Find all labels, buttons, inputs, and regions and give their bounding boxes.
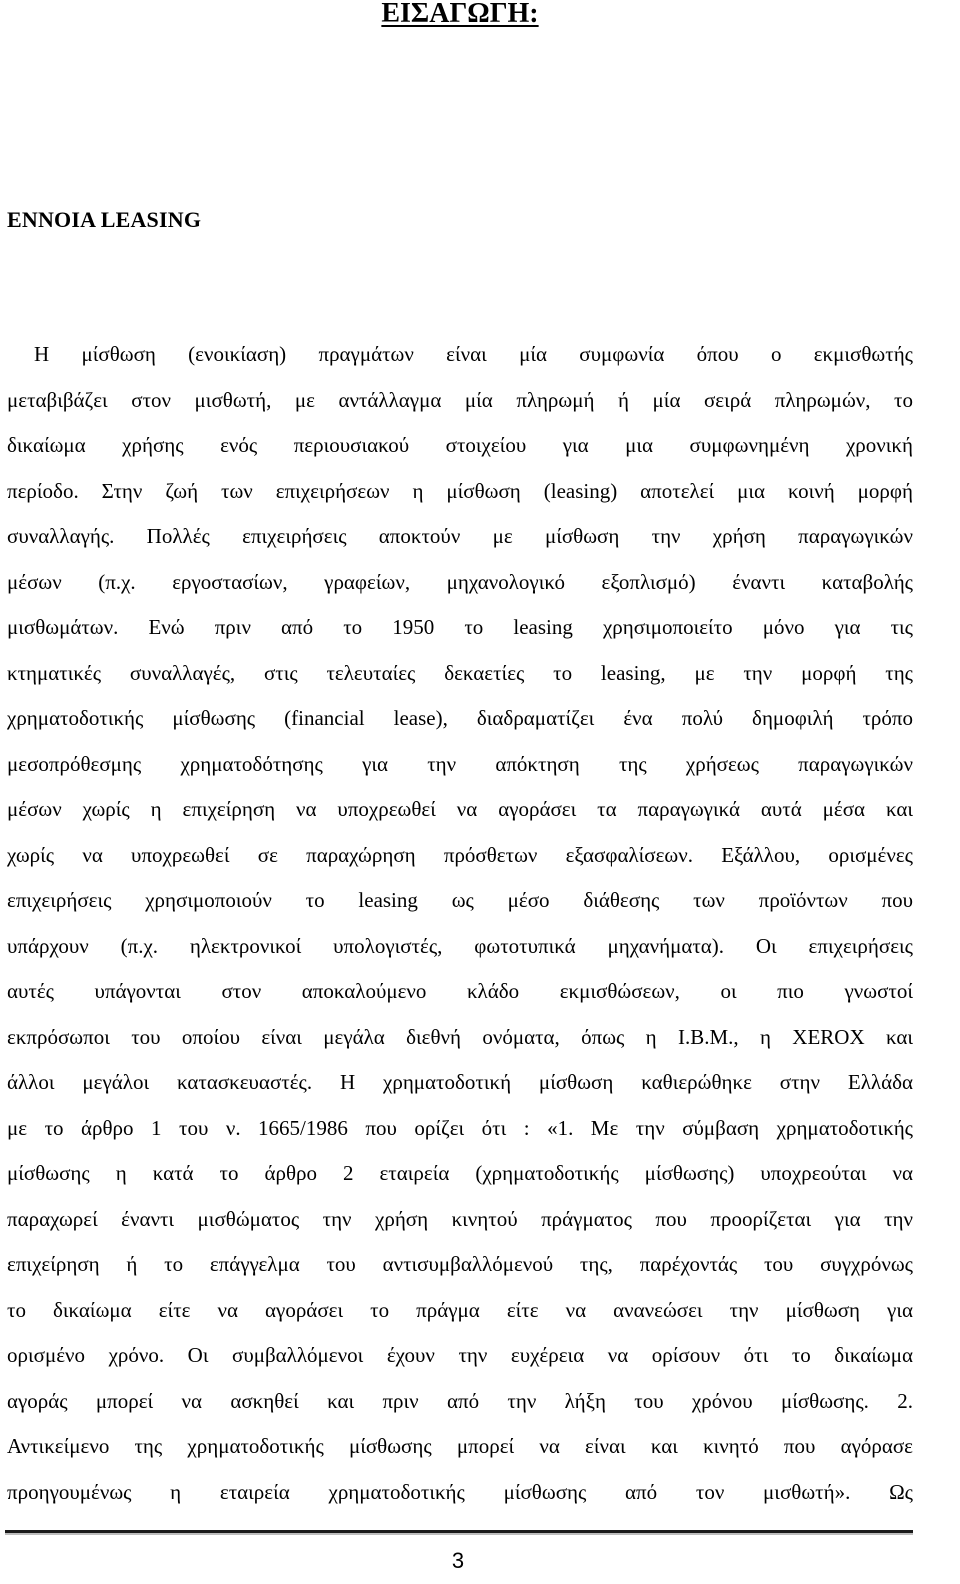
paragraph-line: χωρίς να υποχρεωθεί σε παραχώρηση πρόσθετων εξασφαλίσεων. Εξάλλου, ορισμένες	[7, 842, 913, 867]
paragraph-line: μισθωμάτων. Ενώ πριν από το 1950 το leasing χρησιμοποιείτο μόνο για τις	[7, 615, 913, 639]
paragraph-line: αγοράς μπορεί να ασκηθεί και πριν από την λήξη του χρόνου μίσθωσης. 2.	[7, 1388, 913, 1413]
paragraph-line: μεταβιβάζει στον μισθωτή, με αντάλλαγμα μία πληρωμή ή μία σειρά πληρωμών, το	[7, 387, 913, 412]
paragraph-line: ορισμένο χρόνο. Οι συμβαλλόμενοι έχουν την ευχέρεια να ορίσουν ότι το δικαίωμα	[7, 1343, 913, 1367]
page-number: 3	[451, 1548, 465, 1573]
footer-divider	[5, 1530, 913, 1533]
paragraph-line: συναλλαγής. Πολλές επιχειρήσεις αποκτούν με μίσθωση την χρήση παραγωγικών	[7, 524, 913, 548]
paragraph-line: Η μίσθωση (ενοικίαση) πραγμάτων είναι μία συμφωνία όπου ο εκμισθωτής	[34, 342, 913, 366]
paragraph-line: μεσοπρόθεσμης χρηματοδότησης για την απόκτηση της χρήσεως παραγωγικών	[7, 751, 913, 776]
paragraph-line: μίσθωσης η κατά το άρθρο 2 εταιρεία (χρηματοδοτικής μίσθωσης) υποχρεούται να	[7, 1161, 913, 1185]
paragraph-line: χρηματοδοτικής μίσθωσης (financial lease), διαδραματίζει ένα πολύ δημοφιλή τρόπο	[7, 706, 913, 730]
paragraph-line: μέσων (π.χ. εργοστασίων, γραφείων, μηχανολογικό εξοπλισμό) έναντι καταβολής	[7, 569, 913, 594]
paragraph-line: μέσων χωρίς η επιχείρηση να υποχρεωθεί να αγοράσει τα παραγωγικά αυτά μέσα και	[7, 797, 913, 821]
paragraph-line: δικαίωμα χρήσης ενός περιουσιακού στοιχείου για μια συμφωνημένη χρονική	[7, 433, 913, 457]
paragraph-line: προηγουμένως η εταιρεία χρηματοδοτικής μίσθωσης από τον μισθωτή». Ως	[7, 1479, 913, 1504]
section-heading: ΕΝΝΟΙΑ LEASING	[7, 207, 202, 232]
paragraph-line: υπάρχουν (π.χ. ηλεκτρονικοί υπολογιστές, φωτοτυπικά μηχανήματα). Οι επιχειρήσεις	[7, 933, 913, 958]
body-paragraph	[7, 332, 913, 1515]
paragraph-line: Αντικείμενο της χρηματοδοτικής μίσθωσης μπορεί να είναι και κινητό που αγόρασε	[7, 1434, 913, 1458]
paragraph-line: κτηματικές συναλλαγές, στις τελευταίες δεκαετίες το leasing, με την μορφή της	[7, 660, 913, 685]
paragraph-line: περίοδο. Στην ζωή των επιχειρήσεων η μίσθωση (leasing) αποτελεί μια κοινή μορφή	[7, 478, 913, 503]
paragraph-line: αυτές υπάγονται στον αποκαλούμενο κλάδο εκμισθώσεων, οι πιο γνωστοί	[7, 979, 913, 1003]
paragraph-line: εκπρόσωποι του οποίου είναι μεγάλα διεθνή ονόματα, όπως η I.B.M., η XEROX και	[7, 1024, 913, 1049]
paragraph-line: επιχειρήσεις χρησιμοποιούν το leasing ως μέσο διάθεσης των προϊόντων που	[7, 888, 913, 912]
paragraph-line: με το άρθρο 1 του ν. 1665/1986 που ορίζει ότι : «1. Με την σύμβαση χρηματοδοτικής	[7, 1115, 913, 1140]
paragraph-line: παραχωρεί έναντι μισθώματος την χρήση κινητού πράγματος που προορίζεται για την	[7, 1206, 913, 1231]
page-title: ΕΙΣΑΓΩΓΗ:	[381, 0, 539, 29]
paragraph-line: επιχείρηση ή το επάγγελμα του αντισυμβαλλόμενού της, παρέχοντάς του συγχρόνως	[7, 1252, 913, 1276]
paragraph-line: το δικαίωμα είτε να αγοράσει το πράγμα είτε να ανανεώσει την μίσθωση για	[7, 1297, 913, 1322]
paragraph-line: άλλοι μεγάλοι κατασκευαστές. Η χρηματοδοτική μίσθωση καθιερώθηκε στην Ελλάδα	[7, 1070, 913, 1094]
